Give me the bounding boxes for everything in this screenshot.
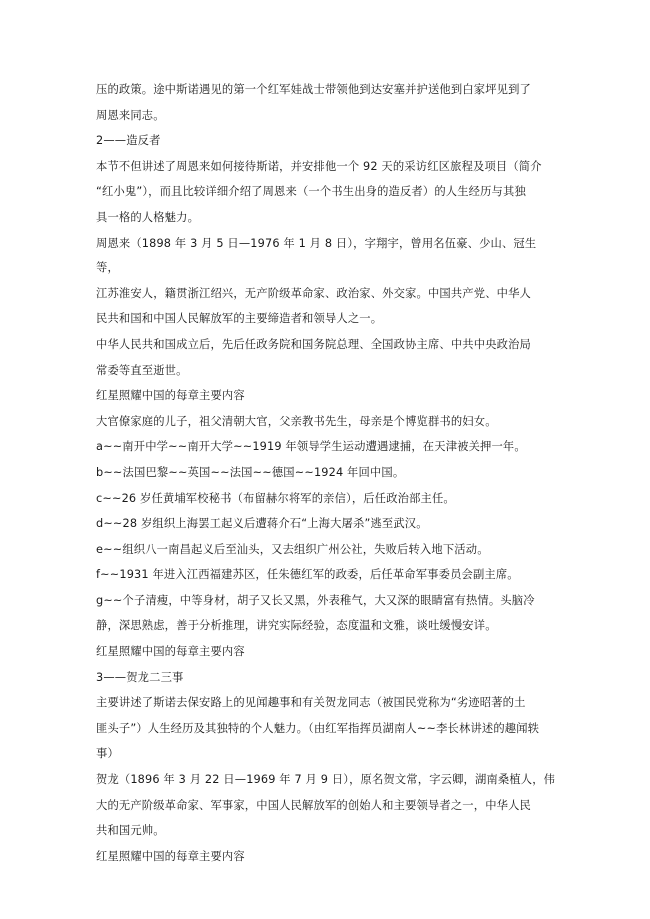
text-line: 周恩来同志。 bbox=[96, 108, 165, 122]
text-line: 压的政策。途中斯诺遇见的第一个红军娃战士带领他到达安塞并护送他到白家坪见到了 bbox=[96, 83, 531, 96]
text-line: 大官僚家庭的儿子，祖父清朝大官，父亲教书先生，母亲是个博览群书的妇女。 bbox=[96, 414, 497, 428]
text-line: 匪头子”）人生经历及其独特的个人魅力。（由红军指挥员湖南人~~李长林讲述的趣闻轶 bbox=[96, 721, 540, 735]
section-caption: 红星照耀中国的每章主要内容 bbox=[96, 849, 245, 863]
text-line: 贺龙（1896 年 3 月 22 日—1969 年 7 月 9 日），原名贺文常，字云卿，湖南桑植人，伟 bbox=[96, 773, 556, 787]
list-item: e~~组织八一南昌起义后至汕头，又去组织广州公社，失败后转入地下活动。 bbox=[96, 542, 489, 556]
list-item: g~~个子清瘦，中等身材，胡子又长又黑，外表稚气，大又深的眼睛富有热情。头脑冷 bbox=[96, 593, 535, 607]
text-line: 事） bbox=[96, 747, 119, 761]
section-heading: 3——贺龙二三事 bbox=[96, 670, 184, 684]
text-line: 周恩来（1898 年 3 月 5 日—1976 年 1 月 8 日），字翔宇，曾用名伍豪、少山、冠生等， bbox=[96, 236, 537, 275]
list-item: c~~26 岁任黄埔军校秘书（布留赫尔将军的亲信），后任政治部主任。 bbox=[96, 491, 455, 505]
list-item: d~~28 岁组织上海罢工起义后遭蒋介石“上海大屠杀”逃至武汉。 bbox=[96, 517, 428, 531]
list-item: a~~南开中学~~南开大学~~1919 年领导学生运动遭遇逮捕，在天津被关押一年。 bbox=[96, 440, 526, 454]
text-line: 主要讲述了斯诺去保安路上的见闻趣事和有关贺龙同志（被国民党称为“劣迹昭著的土 bbox=[96, 696, 526, 710]
text-line: 民共和国和中国人民解放军的主要缔造者和领导人之一。 bbox=[96, 312, 383, 326]
list-item: b~~法国巴黎~~英国~~法国~~德国~~1924 年回中国。 bbox=[96, 465, 405, 479]
text-line: 大的无产阶级革命家、军事家，中国人民解放军的创始人和主要领导者之一，中华人民 bbox=[96, 798, 531, 812]
section-caption: 红星照耀中国的每章主要内容 bbox=[96, 389, 245, 403]
text-line: 共和国元帅。 bbox=[96, 824, 165, 838]
document-page bbox=[96, 78, 558, 870]
text-line: 江苏淮安人，籍贯浙江绍兴，无产阶级革命家、政治家、外交家。中国共产党、中华人 bbox=[96, 286, 531, 300]
list-item: f~~1931 年进入江西福建苏区，任朱德红军的政委，后任革命军事委员会副主席。 bbox=[96, 568, 519, 582]
section-heading: 2——造反者 bbox=[96, 134, 161, 148]
text-line: 常委等直至逝世。 bbox=[96, 363, 188, 377]
section-caption: 红星照耀中国的每章主要内容 bbox=[96, 645, 245, 659]
text-line: “红小鬼”），而且比较详细介绍了周恩来（一个书生出身的造反者）的人生经历与其独 bbox=[96, 185, 526, 199]
text-line: 静，深思熟虑，善于分析推理，讲究实际经验，态度温和文雅，谈吐缓慢安详。 bbox=[96, 619, 497, 633]
text-line: 具一格的人格魅力。 bbox=[96, 210, 200, 224]
text-line: 中华人民共和国成立后，先后任政务院和国务院总理、全国政协主席、中共中央政治局 bbox=[96, 337, 531, 351]
text-line: 本节不但讲述了周恩来如何接待斯诺，并安排他一个 92 天的采访红区旅程及项目（简介 bbox=[96, 159, 542, 173]
